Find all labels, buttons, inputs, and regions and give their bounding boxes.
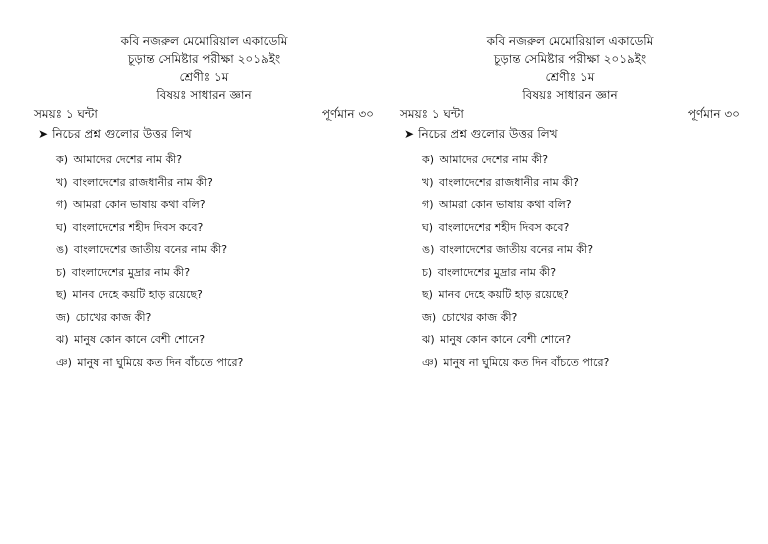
question-text: বাংলাদেশের শহীদ দিবস কবে?	[72, 220, 204, 234]
question-text: বাংলাদেশের রাজধানীর নাম কী?	[73, 175, 213, 189]
question-text: বাংলাদেশের শহীদ দিবস কবে?	[438, 220, 570, 234]
question-text: মানব দেহে কয়টি হাড় রয়েছে?	[438, 288, 569, 301]
question-label: জ)	[56, 310, 71, 324]
question-text: মানুষ কোন কানে বেশী শোনে?	[74, 333, 206, 346]
question-text: মানুষ কোন কানে বেশী শোনে?	[440, 333, 572, 346]
exam-title: চূড়ান্ত সেমিষ্টার পরীক্ষা ২০১৯ইং	[493, 52, 647, 66]
question-label: ঞ)	[56, 355, 72, 369]
question-text: বাংলাদেশের মুদ্রার নাম কী?	[437, 265, 557, 279]
class-label: শ্রেণীঃ ১ম	[179, 70, 229, 84]
question-item	[56, 329, 374, 352]
question-item	[422, 217, 740, 240]
question-item	[422, 262, 740, 285]
question-item	[422, 284, 740, 307]
question-text: বাংলাদেশের রাজধানীর নাম কী?	[439, 175, 579, 189]
question-sheet-left	[34, 32, 374, 374]
question-text: মানব দেহে কয়টি হাড় রয়েছে?	[72, 288, 203, 301]
exam-meta-row	[400, 105, 740, 123]
question-item	[56, 239, 374, 262]
question-item	[56, 217, 374, 240]
question-label: ঞ)	[422, 355, 438, 369]
question-label: ঘ)	[422, 220, 434, 234]
question-text: আমাদের দেশের নাম কী?	[73, 153, 183, 166]
question-text: বাংলাদেশের জাতীয় বনের নাম কী?	[439, 243, 594, 256]
question-item	[422, 307, 740, 330]
question-item	[422, 149, 740, 172]
question-item	[56, 284, 374, 307]
question-item	[422, 239, 740, 262]
question-item	[56, 149, 374, 172]
arrow-bullet-icon: ➤	[38, 127, 49, 141]
question-label: খ)	[422, 175, 434, 189]
instruction-line	[400, 125, 740, 143]
question-list	[400, 149, 740, 374]
question-text: মানুষ না ঘুমিয়ে কত দিন বাঁচতে পারে?	[443, 355, 610, 369]
question-item	[56, 307, 374, 330]
question-text: চোখের কাজ কী?	[75, 310, 152, 324]
school-name: কবি নজরুল মেমোরিয়াল একাডেমি	[120, 34, 288, 48]
question-label: চ)	[56, 265, 67, 279]
instruction-line	[34, 125, 374, 143]
question-label: গ)	[422, 198, 434, 211]
time-label: সময়ঃ ১ ঘন্টা	[34, 107, 98, 121]
question-text: আমরা কোন ভাষায় কথা বলি?	[439, 198, 572, 211]
question-label: চ)	[422, 265, 433, 279]
marks-label: পূর্ণমান ৩০	[687, 107, 740, 121]
subject-label: বিষয়ঃ সাধারন জ্ঞান	[156, 88, 252, 102]
question-text: বাংলাদেশের মুদ্রার নাম কী?	[71, 265, 191, 279]
instruction-text: নিচের প্রশ্ন গুলোর উত্তর লিখ	[418, 127, 558, 141]
question-label: ঙ)	[422, 243, 435, 256]
time-label: সময়ঃ ১ ঘন্টা	[400, 107, 464, 121]
question-item	[56, 262, 374, 285]
question-text: বাংলাদেশের জাতীয় বনের নাম কী?	[73, 243, 228, 256]
question-label: ঘ)	[56, 220, 68, 234]
question-label: ঙ)	[56, 243, 69, 256]
instruction-text: নিচের প্রশ্ন গুলোর উত্তর লিখ	[52, 127, 192, 141]
exam-title: চূড়ান্ত সেমিষ্টার পরীক্ষা ২০১৯ইং	[127, 52, 281, 66]
question-label: খ)	[56, 175, 68, 189]
marks-label: পূর্ণমান ৩০	[321, 107, 374, 121]
question-text: চোখের কাজ কী?	[441, 310, 518, 324]
question-item	[56, 172, 374, 195]
question-item	[56, 352, 374, 375]
question-label: ছ)	[56, 288, 67, 301]
class-label: শ্রেণীঃ ১ম	[545, 70, 595, 84]
question-item	[422, 352, 740, 375]
question-item	[422, 172, 740, 195]
question-label: গ)	[56, 198, 68, 211]
school-name: কবি নজরুল মেমোরিয়াল একাডেমি	[486, 34, 654, 48]
question-label: ক)	[422, 153, 434, 166]
question-label: জ)	[422, 310, 437, 324]
question-label: ছ)	[422, 288, 433, 301]
question-label: ঝ)	[56, 333, 69, 346]
question-text: আমাদের দেশের নাম কী?	[439, 153, 549, 166]
exam-meta-row	[34, 105, 374, 123]
question-label: ক)	[56, 153, 68, 166]
subject-label: বিষয়ঃ সাধারন জ্ঞান	[522, 88, 618, 102]
question-label: ঝ)	[422, 333, 435, 346]
question-text: আমরা কোন ভাষায় কথা বলি?	[73, 198, 206, 211]
question-item	[422, 194, 740, 217]
question-item	[56, 194, 374, 217]
question-item	[422, 329, 740, 352]
question-sheet-right	[400, 32, 740, 374]
arrow-bullet-icon: ➤	[404, 127, 415, 141]
question-text: মানুষ না ঘুমিয়ে কত দিন বাঁচতে পারে?	[77, 355, 244, 369]
sheet-header	[34, 32, 374, 104]
question-list	[34, 149, 374, 374]
sheet-header	[400, 32, 740, 104]
